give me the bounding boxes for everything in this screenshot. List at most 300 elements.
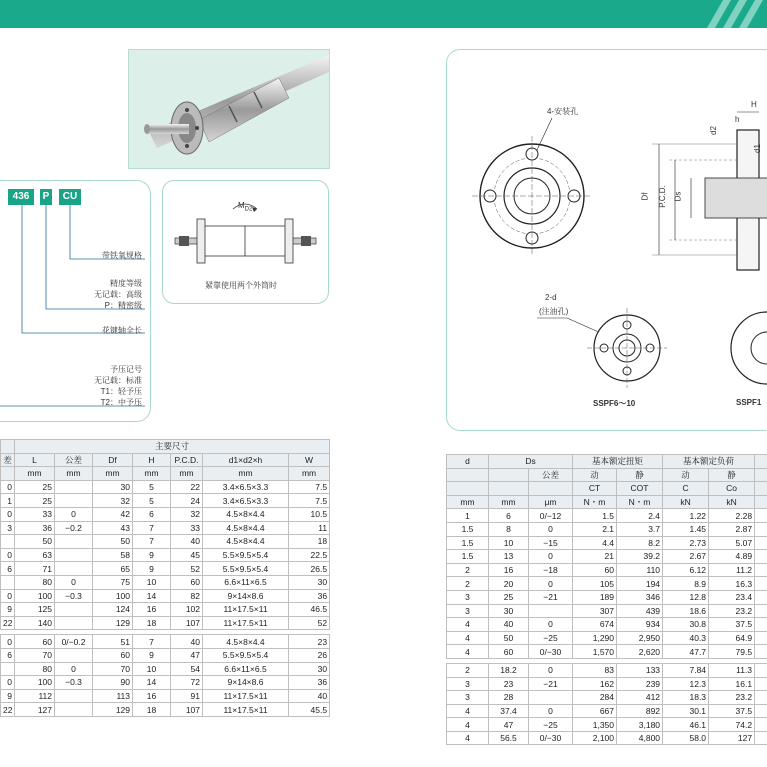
table-cell: 80: [15, 662, 55, 676]
table-cell: 37.4: [489, 704, 529, 718]
table-cell: 23: [489, 677, 529, 691]
label-plating: 带铁氧规格: [102, 251, 142, 260]
banner-stripes: [677, 0, 767, 28]
table-cell: 0: [529, 550, 573, 564]
table-cell: [55, 603, 93, 617]
table-cell: 1.5: [573, 509, 617, 523]
label-preload-std: 无记载：标准: [94, 376, 142, 385]
dim-pcd: P.C.D.: [657, 185, 667, 208]
table-cell: 30: [489, 604, 529, 618]
table-cell: P.C.D.: [171, 453, 203, 467]
table-cell: 105: [573, 577, 617, 591]
table-cell: 4,800: [617, 731, 663, 745]
table-cell: 10: [133, 662, 171, 676]
table-cell: mm: [55, 467, 93, 481]
table-cell: 28: [489, 691, 529, 705]
table-cell: 58.0: [663, 731, 709, 745]
table-cell: [55, 562, 93, 576]
table-row: [1, 662, 330, 676]
dim-Df: Df: [640, 192, 650, 201]
table-cell: [755, 509, 767, 523]
table-cell: 6: [1, 648, 15, 662]
table-cell: 2,620: [617, 645, 663, 659]
table-header-row: [447, 468, 767, 482]
table-cell: 22: [171, 480, 203, 494]
table-cell: 16.1: [709, 677, 755, 691]
table-cell: 7.5: [289, 494, 330, 508]
table-cell: 60: [171, 575, 203, 589]
table-cell: CT: [573, 482, 617, 496]
table-cell: 18.6: [663, 604, 709, 618]
table-cell: 100: [15, 676, 55, 690]
table-cell: 30.8: [663, 618, 709, 632]
table-cell: [55, 494, 93, 508]
table-row: [1, 703, 330, 717]
table-cell: 11×17.5×11: [203, 616, 289, 630]
table-cell: 7.84: [663, 663, 709, 677]
table-cell: 74.2: [709, 718, 755, 732]
table-cell: [529, 604, 573, 618]
table-cell: 33: [15, 507, 55, 521]
table-cell: 189: [573, 590, 617, 604]
table-cell: 64.9: [709, 631, 755, 645]
table-cell: N・m: [573, 495, 617, 509]
table-cell: [447, 468, 489, 482]
table-cell: 3: [447, 590, 489, 604]
table-cell: 1,350: [573, 718, 617, 732]
table-cell: 162: [573, 677, 617, 691]
table-cell: 412: [617, 691, 663, 705]
table-cell: 6: [1, 562, 15, 576]
table-cell: 5: [133, 494, 171, 508]
table-cell: 7: [133, 635, 171, 649]
table-row: [1, 616, 330, 630]
table-cell: 36: [15, 521, 55, 535]
table-cell: 127: [15, 703, 55, 717]
table-cell: 16.3: [709, 577, 755, 591]
model-label-sspf6-10: SSPF6～10: [593, 399, 636, 408]
table-cell: 40: [489, 618, 529, 632]
table-cell: −15: [529, 536, 573, 550]
table-cell: 3: [1, 521, 15, 535]
table-cell: 2.73: [663, 536, 709, 550]
table-cell: 14: [133, 589, 171, 603]
table-cell: Df: [93, 453, 133, 467]
table-cell: 674: [573, 618, 617, 632]
label-precision-std: 无记载：高级: [94, 290, 142, 299]
table-cell: 0/−30: [529, 645, 573, 659]
table-cell: 2.67: [663, 550, 709, 564]
table-cell: [755, 618, 767, 632]
product-photo: [128, 49, 330, 169]
table-row: [447, 522, 767, 536]
table-cell: 10: [489, 536, 529, 550]
table-cell: 动: [663, 468, 709, 482]
table-cell: [489, 482, 529, 496]
table-cell: 100: [15, 589, 55, 603]
table-cell: 2,100: [573, 731, 617, 745]
table-cell: 37.5: [709, 618, 755, 632]
table-cell: 0: [529, 618, 573, 632]
table-cell: L: [15, 453, 55, 467]
moment-label: $M_{D2}$: [238, 201, 253, 213]
table-cell: 0: [1, 676, 15, 690]
label-preload-title: 予压记号: [110, 365, 142, 374]
table-cell: 107: [171, 616, 203, 630]
table-cell: 4: [447, 731, 489, 745]
table-cell: 25: [15, 480, 55, 494]
table-cell: 127: [709, 731, 755, 745]
table-units-row: [1, 467, 330, 481]
table-cell: 1.5: [447, 522, 489, 536]
table-cell: 439: [617, 604, 663, 618]
oil-hole-note: (注油孔): [539, 307, 569, 316]
table-cell: 140: [15, 616, 55, 630]
table-cell: 差: [1, 453, 15, 467]
table-cell: 12.8: [663, 590, 709, 604]
table-cell: 静: [617, 468, 663, 482]
table-cell: 4: [447, 645, 489, 659]
table-cell: mm: [489, 495, 529, 509]
table-cell: 7: [133, 521, 171, 535]
table-row: [1, 676, 330, 690]
table-cell: 36: [289, 589, 330, 603]
table-cell: 1,290: [573, 631, 617, 645]
table-cell: −0.3: [55, 676, 93, 690]
mount-hole-label: 4-安装孔: [547, 107, 579, 116]
table-cell: 113: [93, 689, 133, 703]
table-cell: −25: [529, 718, 573, 732]
label-precision-p: P：精密级: [104, 301, 142, 310]
table-cell: 75: [93, 575, 133, 589]
left-dimension-table: [0, 439, 330, 717]
table-cell: 129: [93, 703, 133, 717]
table-cell: 12.3: [663, 677, 709, 691]
table-row: [1, 562, 330, 576]
table-cell: [1, 575, 15, 589]
table-cell: N・m: [617, 495, 663, 509]
table-cell: 1.5: [447, 536, 489, 550]
table-cell: 9: [133, 648, 171, 662]
table-cell: 39.2: [617, 550, 663, 564]
table-cell: 21: [573, 550, 617, 564]
table-cell: 11: [289, 521, 330, 535]
table-cell: 60: [573, 563, 617, 577]
table-cell: [755, 468, 767, 482]
table-cell: 40: [171, 635, 203, 649]
table-cell: −21: [529, 590, 573, 604]
table-cell: 18.2: [489, 663, 529, 677]
table-row: [1, 575, 330, 589]
table-row: [1, 689, 330, 703]
table-cell: 50: [489, 631, 529, 645]
table-row: [1, 521, 330, 535]
table-cell: −0.3: [55, 589, 93, 603]
label-precision-title: 精度等级: [110, 279, 142, 288]
table-cell: 0: [55, 507, 93, 521]
table-cell: −0.2: [55, 521, 93, 535]
table-cell: d: [447, 455, 489, 469]
table-cell: 3: [447, 691, 489, 705]
table-row: [447, 631, 767, 645]
table-row: [447, 509, 767, 523]
table-cell: 100: [93, 589, 133, 603]
table-cell: 5.07: [709, 536, 755, 550]
table-cell: 5.5×9.5×5.4: [203, 548, 289, 562]
table-cell: 36: [289, 676, 330, 690]
table-cell: 4.89: [709, 550, 755, 564]
table-cell: 37.5: [709, 704, 755, 718]
table-row: [447, 590, 767, 604]
table-cell: 80: [15, 575, 55, 589]
table-row: [1, 635, 330, 649]
table-cell: 30.1: [663, 704, 709, 718]
table-cell: [755, 482, 767, 496]
table-cell: 23.2: [709, 604, 755, 618]
table-cell: −18: [529, 563, 573, 577]
table-cell: 107: [171, 703, 203, 717]
table-cell: 3.4×6.5×3.3: [203, 494, 289, 508]
table-cell: 9×14×8.6: [203, 589, 289, 603]
table-cell: 23.2: [709, 691, 755, 705]
table-cell: 11×17.5×11: [203, 703, 289, 717]
table-cell: 239: [617, 677, 663, 691]
table-cell: −21: [529, 677, 573, 691]
table-row: [447, 604, 767, 618]
table-cell: 46.1: [663, 718, 709, 732]
table-cell: mm: [133, 467, 171, 481]
table-cell: [755, 590, 767, 604]
table-cell: Ds: [489, 455, 573, 469]
table-row: [1, 603, 330, 617]
table-cell: 50: [93, 535, 133, 549]
top-banner: [0, 0, 767, 28]
table-cell: mm: [171, 467, 203, 481]
table-cell: 133: [617, 663, 663, 677]
usage-caption: 紧靠使用两个外筒时: [205, 281, 277, 290]
table-cell: 0: [1, 507, 15, 521]
table-cell: 16: [133, 603, 171, 617]
table-cell: 3.7: [617, 522, 663, 536]
label-length: 花键轴全长: [102, 326, 142, 335]
flange-drawing: [447, 50, 767, 430]
table-cell: [755, 550, 767, 564]
table-cell: 32: [93, 494, 133, 508]
table-cell: 6.6×11×6.5: [203, 575, 289, 589]
right-rating-table: [446, 454, 767, 745]
dim-d2: d2: [708, 126, 718, 135]
technical-drawing-panel: [446, 49, 767, 431]
table-cell: −25: [529, 631, 573, 645]
table-cell: 6.12: [663, 563, 709, 577]
table-cell: W: [289, 453, 330, 467]
table-cell: [755, 495, 767, 509]
ordering-code-panel: [0, 180, 151, 422]
table-cell: 5.5×9.5×5.4: [203, 562, 289, 576]
table-cell: [447, 482, 489, 496]
table-cell: 9×14×8.6: [203, 676, 289, 690]
table-cell: 26: [289, 648, 330, 662]
table-cell: 30: [289, 575, 330, 589]
table-cell: 23: [289, 635, 330, 649]
table-row: [447, 563, 767, 577]
table-cell: 284: [573, 691, 617, 705]
table-cell: 30: [289, 662, 330, 676]
table-cell: mm: [93, 467, 133, 481]
table-cell: 4: [447, 618, 489, 632]
table-cell: [1, 467, 15, 481]
table-cell: 2.1: [573, 522, 617, 536]
table-row: [1, 535, 330, 549]
table-cell: μm: [529, 495, 573, 509]
table-cell: 0/−12: [529, 509, 573, 523]
table-cell: mm: [289, 467, 330, 481]
table-cell: [755, 663, 767, 677]
table-cell: 52: [171, 562, 203, 576]
table-cell: 11×17.5×11: [203, 689, 289, 703]
table-cell: 0: [529, 577, 573, 591]
table-cell: 13: [489, 550, 529, 564]
table-cell: [55, 535, 93, 549]
table-cell: [755, 731, 767, 745]
table-units-row: [447, 495, 767, 509]
dim-h: h: [735, 115, 740, 124]
table-cell: 46.5: [289, 603, 330, 617]
table-cell: 892: [617, 704, 663, 718]
table-cell: 9: [133, 548, 171, 562]
table-cell: 1.45: [663, 522, 709, 536]
table-cell: [529, 691, 573, 705]
table-cell: [755, 645, 767, 659]
table-cell: 1: [1, 494, 15, 508]
table-cell: 基本额定扭矩: [573, 455, 663, 469]
table-cell: 42: [93, 507, 133, 521]
table-cell: 4.5×8×4.4: [203, 535, 289, 549]
table-cell: 65: [93, 562, 133, 576]
table-row: [447, 645, 767, 659]
table-cell: 11.3: [709, 663, 755, 677]
model-label-sspf1: SSPF1: [736, 398, 762, 407]
table-cell: 129: [93, 616, 133, 630]
table-header-row: [447, 482, 767, 496]
table-cell: 3: [447, 604, 489, 618]
table-cell: 40: [171, 535, 203, 549]
table-cell: 60: [489, 645, 529, 659]
table-cell: 3,180: [617, 718, 663, 732]
code-tag-plating: CU: [59, 189, 81, 205]
table-cell: 11.2: [709, 563, 755, 577]
table-cell: 2: [447, 663, 489, 677]
table-cell: 346: [617, 590, 663, 604]
table-cell: 0: [1, 548, 15, 562]
table-cell: [55, 689, 93, 703]
table-cell: 2.28: [709, 509, 755, 523]
table-row: [447, 663, 767, 677]
table-cell: [55, 648, 93, 662]
table-cell: [755, 536, 767, 550]
table-cell: 52: [289, 616, 330, 630]
table-cell: 18: [133, 616, 171, 630]
table-cell: 70: [93, 662, 133, 676]
table-cell: d1×d2×h: [203, 453, 289, 467]
table-cell: 102: [171, 603, 203, 617]
table-cell: COT: [617, 482, 663, 496]
table-row: [1, 648, 330, 662]
table-cell: [55, 548, 93, 562]
table-cell: 0: [529, 704, 573, 718]
table-cell: 2.4: [617, 509, 663, 523]
table-cell: 7.5: [289, 480, 330, 494]
table-cell: 6: [489, 509, 529, 523]
table-row: [1, 548, 330, 562]
table-row: [447, 618, 767, 632]
table-row: [447, 691, 767, 705]
table-cell: 70: [15, 648, 55, 662]
dim-H: H: [751, 100, 757, 109]
table-cell: [755, 631, 767, 645]
table-cell: 静: [709, 468, 755, 482]
table-cell: mm: [203, 467, 289, 481]
table-group-header: [1, 440, 330, 454]
table-cell: 0: [55, 662, 93, 676]
label-preload-t2: T2：中予压: [100, 398, 142, 407]
table-cell: [755, 677, 767, 691]
table-cell: 16: [133, 689, 171, 703]
table-cell: 10.5: [289, 507, 330, 521]
table-row: [1, 507, 330, 521]
table-cell: 动: [573, 468, 617, 482]
table-cell: 基本额定负荷: [663, 455, 755, 469]
code-tag-precision: P: [40, 189, 52, 205]
table-cell: 6: [133, 507, 171, 521]
table-cell: 2: [447, 563, 489, 577]
table-cell: C: [663, 482, 709, 496]
table-cell: 58: [93, 548, 133, 562]
table-row: [1, 589, 330, 603]
table-cell: 110: [617, 563, 663, 577]
table-row: [447, 718, 767, 732]
table-cell: 0/−0.2: [55, 635, 93, 649]
table-header-row: [1, 453, 330, 467]
table-cell: [1, 440, 15, 454]
table-cell: 18: [289, 535, 330, 549]
table-cell: 91: [171, 689, 203, 703]
table-cell: 63: [15, 548, 55, 562]
oil-hole-label: 2-d: [545, 293, 557, 302]
table-cell: [489, 468, 529, 482]
table-cell: 1.5: [447, 550, 489, 564]
table-cell: 9: [133, 562, 171, 576]
table-cell: [1, 662, 15, 676]
table-cell: 20: [489, 577, 529, 591]
table-cell: [755, 718, 767, 732]
table-cell: 307: [573, 604, 617, 618]
table-cell: 18: [133, 703, 171, 717]
table-cell: 25: [489, 590, 529, 604]
table-cell: 8.2: [617, 536, 663, 550]
table-row: [447, 731, 767, 745]
dim-Ds: Ds: [673, 191, 683, 202]
table-cell: 1: [447, 509, 489, 523]
table-cell: Co: [709, 482, 755, 496]
table-cell: 24: [171, 494, 203, 508]
table-cell: 公差: [55, 453, 93, 467]
table-row: [1, 494, 330, 508]
table-cell: 4: [447, 718, 489, 732]
table-cell: 32: [171, 507, 203, 521]
table-cell: [755, 704, 767, 718]
usage-diagram-panel: [162, 180, 329, 304]
